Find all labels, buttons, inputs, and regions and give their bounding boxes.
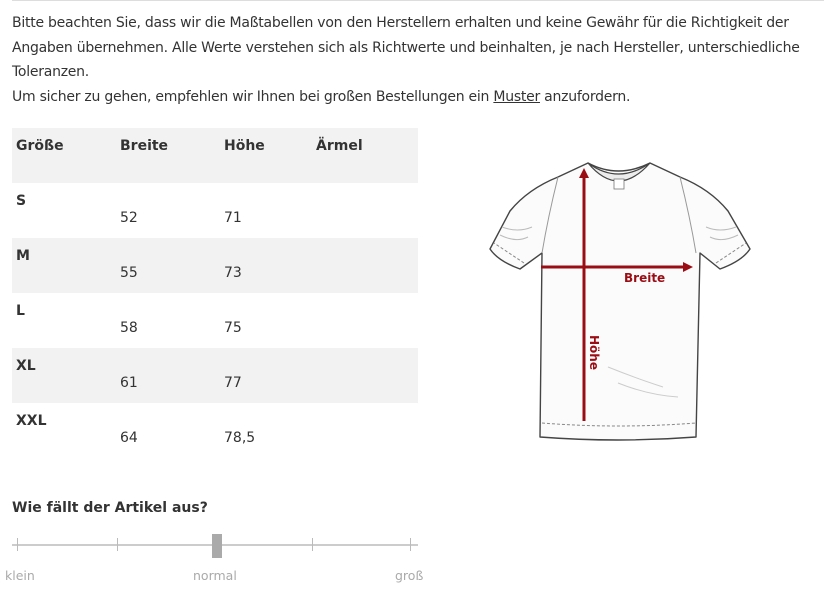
table-row — [12, 403, 418, 458]
sample-note-after: anzufordern. — [539, 88, 631, 105]
table-row — [12, 348, 418, 403]
size-cell: M — [16, 248, 30, 264]
header-breite: Breite — [120, 138, 169, 154]
fit-slider-tick — [410, 538, 411, 551]
table-header-row — [12, 128, 418, 183]
header-groesse: Größe — [16, 138, 64, 154]
fit-slider-tick — [17, 538, 18, 551]
breite-cell: 55 — [120, 265, 138, 281]
fit-slider-tick — [117, 538, 118, 551]
fit-label-normal: normal — [193, 568, 237, 583]
aermel-cell — [316, 403, 418, 458]
table-row — [12, 293, 418, 348]
header-hoehe: Höhe — [224, 138, 265, 154]
table-row — [12, 238, 418, 293]
width-label: Breite — [624, 271, 666, 285]
hoehe-cell: 78,5 — [224, 430, 256, 446]
table-row — [12, 183, 418, 238]
breite-cell: 64 — [120, 430, 138, 446]
tshirt-measure-diagram — [488, 157, 754, 442]
sample-note-before: Um sicher zu gehen, empfehlen wir Ihnen bei großen Bestellungen ein — [12, 88, 494, 105]
size-cell: XXL — [16, 413, 47, 429]
hoehe-cell: 77 — [224, 375, 242, 391]
size-cell: S — [16, 193, 27, 209]
breite-cell: 52 — [120, 210, 138, 226]
aermel-cell — [316, 238, 418, 293]
fit-slider — [12, 533, 418, 557]
fit-question-title: Wie fällt der Artikel aus? — [12, 500, 208, 516]
breite-cell: 61 — [120, 375, 138, 391]
sample-note — [12, 85, 822, 110]
fit-label-large: groß — [395, 568, 424, 583]
tshirt-icon — [488, 157, 754, 442]
size-table — [12, 128, 418, 458]
height-label: Höhe — [587, 335, 601, 370]
tshirt-outline — [490, 163, 750, 440]
size-cell: L — [16, 303, 25, 319]
hoehe-cell: 75 — [224, 320, 242, 336]
size-cell: XL — [16, 358, 36, 374]
aermel-cell — [316, 183, 418, 238]
aermel-cell — [316, 348, 418, 403]
disclaimer-text: Bitte beachten Sie, dass wir die Maßtabellen von den Herstellern erhalten und keine Gewähr für die Richtigkeit der Angaben übernehmen. Alle Werte verstehen sich als Richtwerte und beinhalten, je nach Hersteller, unterschiedliche Toleranzen. — [12, 15, 800, 80]
hoehe-cell: 71 — [224, 210, 242, 226]
size-disclaimer — [12, 11, 822, 109]
sample-link[interactable]: Muster — [493, 88, 540, 105]
fit-slider-thumb[interactable] — [212, 534, 222, 558]
aermel-cell — [316, 293, 418, 348]
fit-label-small: klein — [5, 568, 35, 583]
top-divider — [12, 0, 824, 1]
breite-cell: 58 — [120, 320, 138, 336]
fit-slider-tick — [312, 538, 313, 551]
header-aermel: Ärmel — [316, 138, 363, 154]
hoehe-cell: 73 — [224, 265, 242, 281]
tshirt-label — [614, 179, 624, 189]
